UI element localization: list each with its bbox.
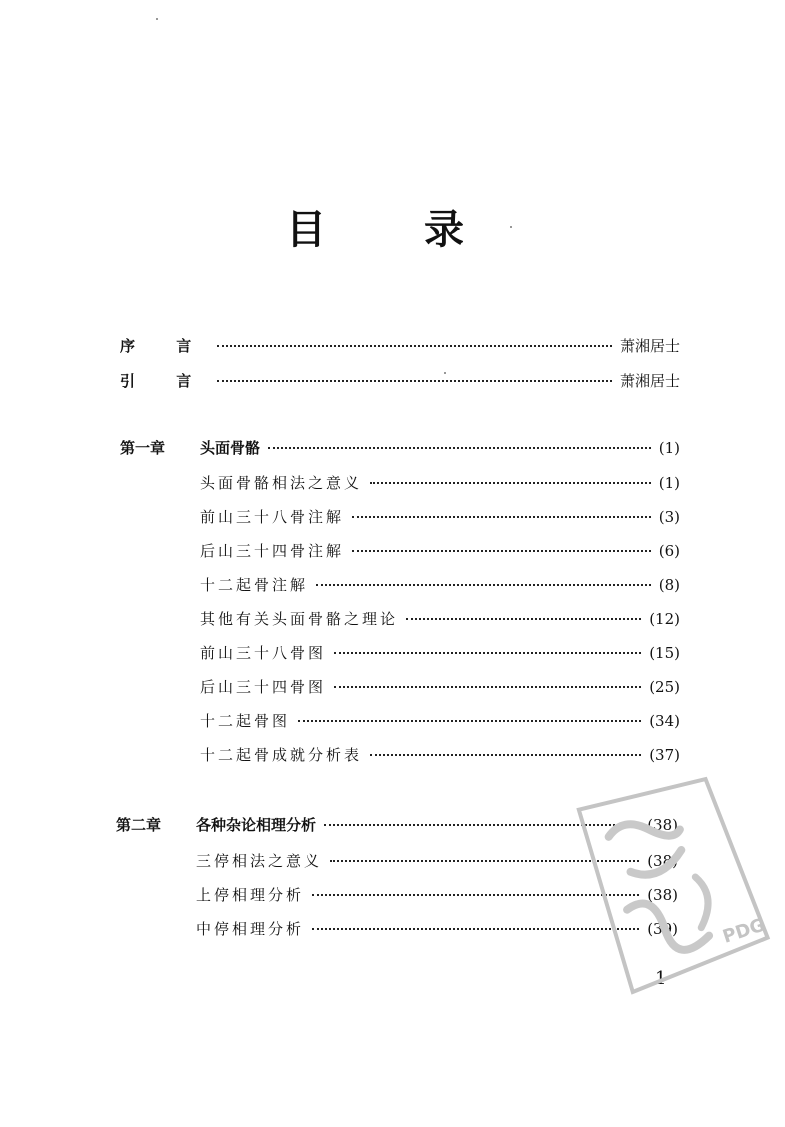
dot-leader bbox=[334, 652, 641, 654]
chapter-page: (1) bbox=[658, 439, 680, 457]
dot-leader bbox=[370, 482, 651, 484]
toc-section bbox=[200, 540, 680, 562]
section-page: (38) bbox=[647, 886, 678, 904]
section-page: (39) bbox=[647, 920, 678, 938]
toc-entry-label: 引 言 bbox=[120, 372, 210, 390]
chapter-number: 第二章 bbox=[116, 816, 162, 834]
toc-entry-preface bbox=[120, 335, 680, 357]
scan-speck bbox=[510, 226, 512, 228]
section-page: (34) bbox=[649, 712, 680, 730]
section-page: (25) bbox=[649, 678, 680, 696]
chapter-title: 头面骨骼 bbox=[200, 439, 261, 457]
section-title: 前山三十八骨图 bbox=[200, 644, 327, 662]
section-title: 十二起骨成就分析表 bbox=[200, 746, 363, 764]
section-page: (8) bbox=[658, 576, 680, 594]
dot-leader bbox=[312, 928, 639, 930]
toc-entry-label: 序 言 bbox=[120, 337, 210, 355]
section-page: (6) bbox=[658, 542, 680, 560]
dot-leader bbox=[352, 516, 651, 518]
page-title: 目 录 bbox=[286, 207, 506, 253]
chapter-number: 第一章 bbox=[120, 439, 166, 457]
dot-leader bbox=[334, 686, 641, 688]
dot-leader bbox=[370, 754, 641, 756]
toc-section bbox=[200, 676, 680, 698]
section-title: 后山三十四骨注解 bbox=[200, 542, 345, 560]
toc-section bbox=[200, 574, 680, 596]
svg-text:PDG: PDG bbox=[720, 914, 768, 948]
dot-leader bbox=[217, 380, 612, 382]
section-page: (38) bbox=[647, 852, 678, 870]
section-title: 十二起骨注解 bbox=[200, 576, 309, 594]
chapter-title: 各种杂论相理分析 bbox=[196, 816, 317, 834]
chapter-page: (38) bbox=[647, 816, 678, 834]
toc-entry-introduction bbox=[120, 370, 680, 392]
section-page: (1) bbox=[658, 474, 680, 492]
section-title: 三停相法之意义 bbox=[196, 852, 323, 870]
section-page: (3) bbox=[658, 508, 680, 526]
dot-leader bbox=[268, 447, 651, 449]
section-title: 中停相理分析 bbox=[196, 920, 305, 938]
section-page: (37) bbox=[649, 746, 680, 764]
section-page: (15) bbox=[649, 644, 680, 662]
section-title: 上停相理分析 bbox=[196, 886, 305, 904]
toc-section bbox=[200, 642, 680, 664]
toc-section bbox=[200, 710, 680, 732]
section-title: 十二起骨图 bbox=[200, 712, 291, 730]
toc-section bbox=[200, 744, 680, 766]
dot-leader bbox=[406, 618, 641, 620]
section-title: 前山三十八骨注解 bbox=[200, 508, 345, 526]
seal-stamp-icon bbox=[557, 754, 784, 1006]
dot-leader bbox=[316, 584, 651, 586]
toc-section bbox=[200, 506, 680, 528]
dot-leader bbox=[352, 550, 651, 552]
toc-section bbox=[200, 608, 680, 630]
section-title: 其他有关头面骨骼之理论 bbox=[200, 610, 399, 628]
dot-leader bbox=[298, 720, 641, 722]
section-title: 头面骨骼相法之意义 bbox=[200, 474, 363, 492]
section-title: 后山三十四骨图 bbox=[200, 678, 327, 696]
toc-section bbox=[200, 472, 680, 494]
page-number: 1 bbox=[655, 968, 667, 989]
toc-chapter-1 bbox=[120, 437, 680, 459]
dot-leader bbox=[217, 345, 612, 347]
section-page: (12) bbox=[649, 610, 680, 628]
toc-entry-author: 萧湘居士 bbox=[619, 372, 680, 390]
toc-entry-author: 萧湘居士 bbox=[619, 337, 680, 355]
scan-speck bbox=[156, 18, 158, 20]
scan-speck bbox=[444, 372, 446, 374]
